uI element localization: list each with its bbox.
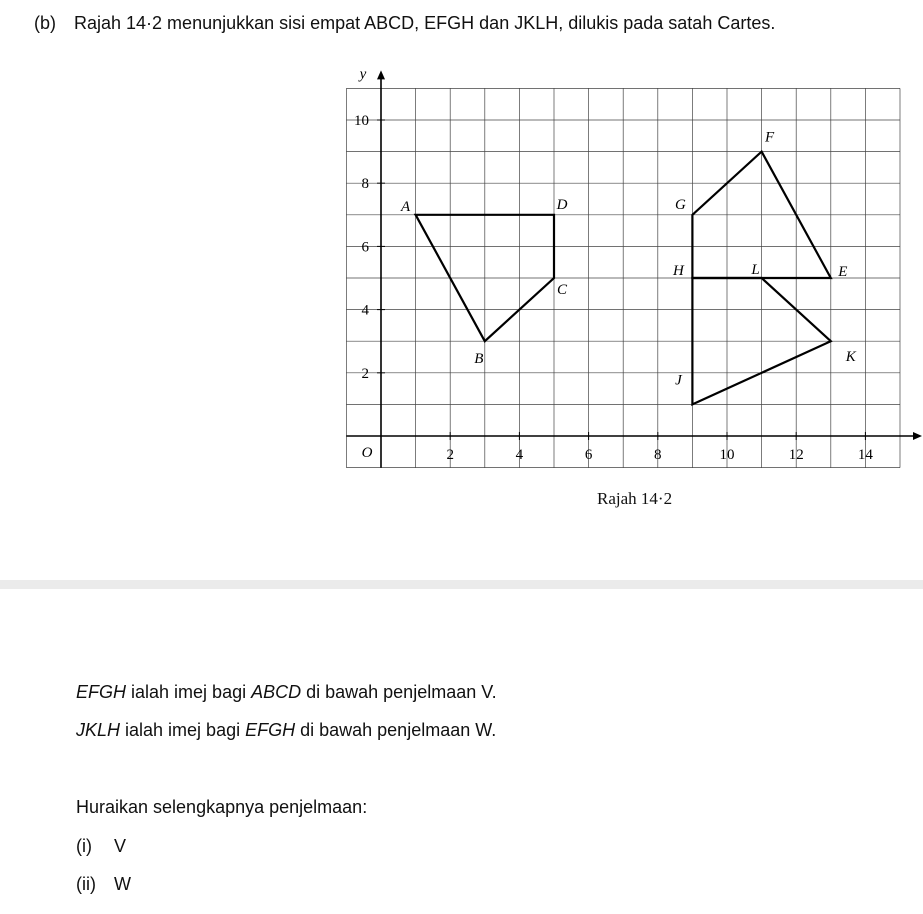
origin-label: O: [361, 445, 373, 461]
vertex-label-a: A: [401, 198, 411, 215]
y-tick-label: 4: [361, 302, 369, 319]
transform-v: V: [481, 682, 492, 702]
vertex-label-c: C: [556, 282, 568, 298]
statement-v-object: ABCD: [251, 682, 302, 702]
part-ii: [76, 874, 131, 895]
vertex-label-k: K: [845, 349, 856, 366]
figure-caption: Rajah 14·2: [597, 489, 673, 508]
y-axis-label: y: [359, 66, 367, 83]
vertex-label-l: L: [751, 262, 760, 278]
statement-w-object: EFGH: [245, 720, 296, 740]
part-ii-text: W: [114, 874, 131, 894]
x-axis-arrowhead: [913, 432, 922, 440]
x-tick-label: 6: [584, 447, 593, 463]
statement-v: EFGH ialah imej bagi ABCD di bawah penjelmaan V.: [76, 682, 497, 702]
x-tick-label: 14: [857, 447, 873, 463]
vertex-label-f: F: [765, 129, 775, 146]
vertex-labels: [400, 130, 857, 389]
question-text: Rajah 14·2 menunjukkan sisi empat ABCD, EFGH dan JKLH, dilukis pada satah Cartes.: [74, 13, 776, 33]
statement-w-image: JKLH: [76, 720, 121, 740]
part-i: [76, 836, 126, 857]
instruction: Huraikan selengkapnya penjelmaan:: [76, 797, 368, 817]
y-tick-label: 6: [361, 239, 369, 256]
question-label: (b): [34, 13, 56, 33]
y-tick-label: 8: [361, 176, 369, 193]
x-tick-label: 4: [515, 447, 524, 463]
section-divider: [0, 580, 923, 589]
x-tick-label: 10: [719, 447, 735, 463]
statement-w: JKLH ialah imej bagi EFGH di bawah penjelmaan W.: [76, 720, 497, 740]
y-axis-arrowhead: [377, 70, 385, 79]
y-tick-label: 2: [361, 365, 369, 382]
part-i-number: (i): [76, 836, 92, 856]
vertex-label-j: J: [675, 372, 682, 389]
transform-w: W: [475, 720, 492, 740]
part-i-text: V: [114, 836, 127, 856]
vertex-label-e: E: [838, 264, 848, 280]
vertex-label-g: G: [674, 196, 686, 213]
x-tick-label: 12: [788, 447, 804, 463]
x-tick-label: 2: [446, 447, 454, 463]
statement-v-image: EFGH: [76, 682, 127, 702]
x-tick-label: 8: [654, 447, 662, 463]
y-tick-label: 10: [354, 113, 369, 129]
part-ii-number: (ii): [76, 874, 96, 894]
axes: [346, 70, 922, 467]
vertex-label-b: B: [474, 351, 484, 368]
vertex-label-h: H: [672, 263, 684, 279]
vertex-label-d: D: [556, 196, 568, 213]
